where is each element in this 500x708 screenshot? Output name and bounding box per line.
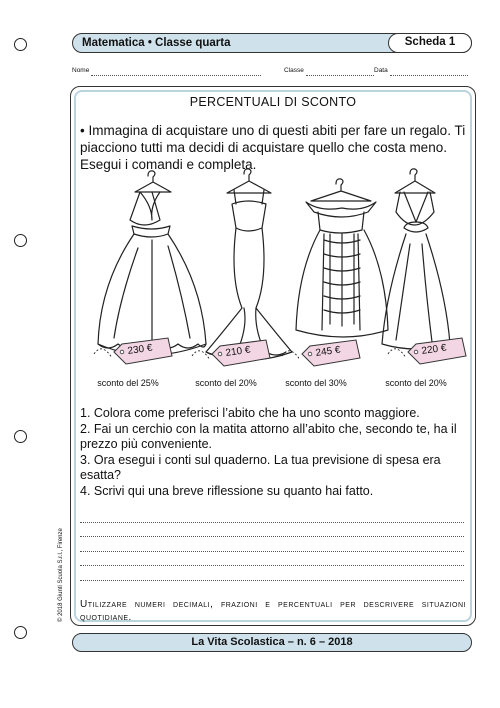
writing-line[interactable] <box>80 508 464 523</box>
dress-2-icon[interactable] <box>206 169 292 360</box>
page-title: PERCENTUALI DI SCONTO <box>189 95 357 109</box>
price-2: 210 € <box>224 344 252 359</box>
binder-hole-upper <box>14 234 27 247</box>
instruction-item: 1. Colora come preferisci l’abito che ha uno sconto maggiore. <box>80 406 420 420</box>
binder-hole-bottom <box>14 626 27 639</box>
worksheet-tab: Scheda 1 <box>388 33 472 53</box>
discount-label-4: sconto del 20% <box>385 378 447 388</box>
price-4: 220 € <box>420 342 448 357</box>
instruction-item: 4. Scrivi qui una breve riflessione su quanto hai fatto. <box>80 483 374 498</box>
name-field[interactable] <box>72 66 261 76</box>
intro-text: • Immagina di acquistare uno di questi abiti per fare un regalo. Ti piacciono tutti ma decidi di acquistare quello che costa meno. Esegui i comandi e completa. <box>80 123 466 172</box>
price-3: 245 € <box>314 344 342 359</box>
instruction-item: 3. Ora esegui i conti sul quaderno. La tua previsione di spesa era esatta? <box>80 452 441 482</box>
dress-4-icon[interactable] <box>382 169 450 349</box>
student-fields <box>72 66 472 76</box>
learning-objective: Utilizzare numeri decimali, frazioni e percentuali per descrivere situazioni quotidiane. <box>80 599 466 623</box>
writing-line[interactable] <box>80 523 464 538</box>
discount-label-3: sconto del 30% <box>285 378 347 388</box>
binder-hole-lower <box>14 430 27 443</box>
date-field[interactable] <box>374 66 468 76</box>
dresses-illustration <box>74 168 472 396</box>
dress-3-icon[interactable] <box>296 179 388 337</box>
price-tag-1 <box>94 338 172 364</box>
writing-line[interactable] <box>80 566 464 581</box>
class-label: Classe <box>284 67 304 74</box>
discount-label-2: sconto del 20% <box>195 378 257 388</box>
price-tag-4 <box>388 338 466 364</box>
writing-line[interactable] <box>80 537 464 552</box>
price-tags <box>94 338 466 366</box>
price-tag-2 <box>192 340 270 366</box>
reflection-writing-area[interactable] <box>80 508 464 581</box>
footer-bar: La Vita Scolastica – n. 6 – 2018 <box>72 633 472 652</box>
discount-label-1: sconto del 25% <box>97 378 159 388</box>
copyright-notice: © 2018 Giunti Scuola S.r.l., Firenze <box>58 528 64 622</box>
class-field[interactable] <box>284 66 374 76</box>
price-tag-3 <box>282 340 360 366</box>
date-label: Data <box>374 67 388 74</box>
dress-1-icon[interactable] <box>98 171 206 355</box>
binder-hole-top <box>14 38 27 51</box>
header-subject: Matematica • Classe quarta <box>82 37 231 49</box>
instruction-list <box>80 406 466 499</box>
name-label: Nome <box>72 67 90 74</box>
price-1: 230 € <box>126 342 154 357</box>
writing-line[interactable] <box>80 552 464 567</box>
instruction-item: 2. Fai un cerchio con la matita attorno all’abito che, secondo te, ha il prezzo più conveniente. <box>80 421 457 451</box>
